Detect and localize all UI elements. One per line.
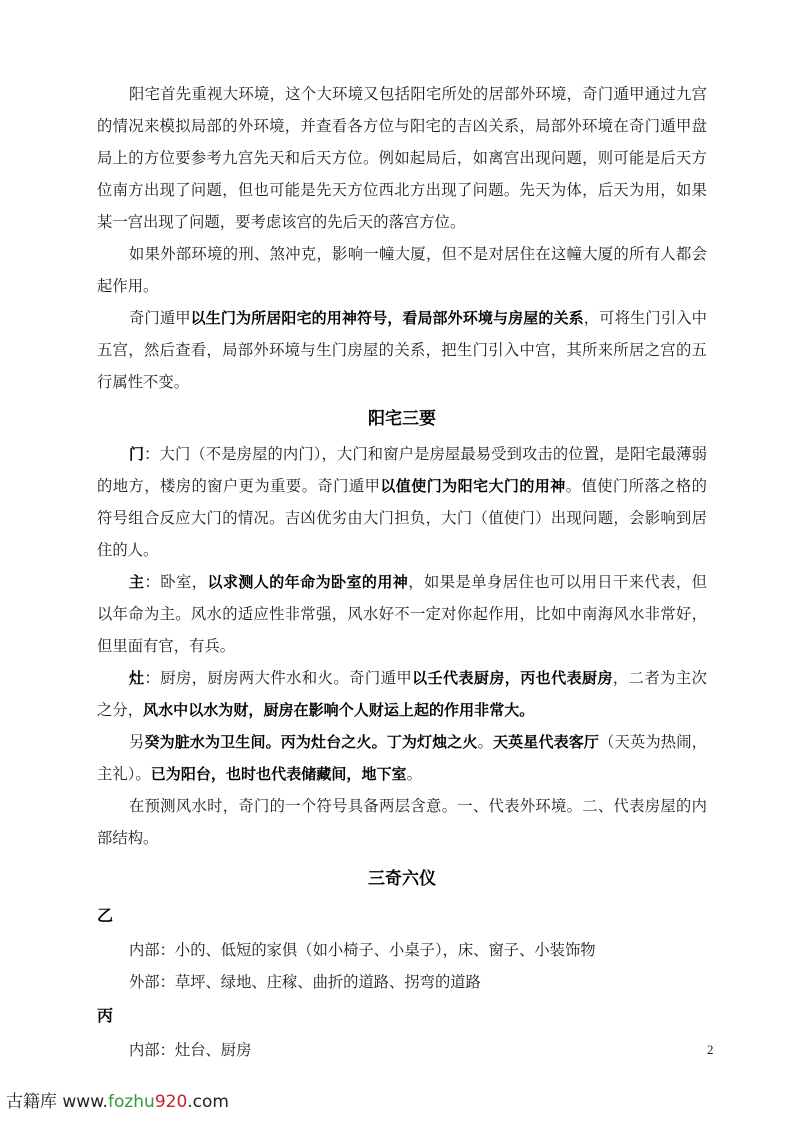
text-run: 。 [477, 733, 494, 751]
paragraph-building: 如果外部环境的刑、煞冲克，影响一幢大厦，但不是对居住在这幢大厦的所有人都会起作用。 [97, 245, 707, 295]
document-page [97, 78, 707, 1066]
term-label: 门 [129, 445, 145, 463]
stem-label: 乙 [97, 906, 114, 925]
bold-run: 以生门为所居阳宅的用神符号，看局部外环境与房屋的关系 [190, 309, 584, 327]
bold-run: 以壬代表厨房，丙也代表厨房 [412, 669, 613, 687]
paragraph-men [97, 438, 707, 566]
stem-item-bing [97, 998, 707, 1066]
text-run: ，可将生门引入中五宫，然后查看，局部外环境与生门房屋的关系，把生门引入中宫，其所来所居之宫的五行属性不变。 [97, 309, 708, 391]
text-run: ：大门（不是房屋的内门），大门和窗户是房屋最易受到攻击的位置，是阳宅最薄弱的地方，楼房的窗户更为重要。奇门遁甲 [97, 445, 707, 495]
paragraph-zhu [97, 566, 707, 662]
paragraph-yuce: 在预测风水时，奇门的一个符号具备两层含意。一、代表外环境。二、代表房屋的内部结构。 [97, 797, 707, 847]
stem-item-yi [97, 898, 707, 998]
text-run: ，如果是单身居住也可以用日干来代表，但以年命为主。风水的适应性非常强，风水好不一定对你起作用，比如中南海风水非常好，但里面有官，有兵。 [97, 573, 708, 655]
bold-run: 风水中以水为财，厨房在影响个人财运上起的作用非常大。 [143, 701, 535, 719]
watermark-red: 920 [154, 1092, 188, 1112]
section-title-sanqi: 三奇六仪 [368, 869, 436, 889]
watermark-green: fozhu [107, 1092, 155, 1112]
text-run: 。 [406, 765, 422, 783]
stem-line: 外部：草坪、绿地、庄稼、曲折的道路、拐弯的道路 [129, 973, 481, 991]
term-label: 灶 [129, 669, 145, 687]
text-run: ：厨房，厨房两大件水和火。奇门遁甲 [144, 669, 413, 687]
stem-label: 丙 [97, 1006, 114, 1025]
bold-run: 天英星代表客厅 [493, 733, 600, 751]
watermark-logo [6, 1087, 229, 1112]
term-label: 主 [129, 573, 145, 591]
paragraph-environment: 阳宅首先重视大环境，这个大环境又包括阳宅所处的居部外环境，奇门遁甲通过九宫的情况来模拟局部的外环境，并查看各方位与阳宅的吉凶关系，局部外环境在奇门遁甲盘局上的方位要参考九宫先天和后天方位。例如起局后，如离宫出现问题，则可能是后天方位南方出现了问题，但也可能是先天方位西北方出现了问题。先天为体，后天为用，如果某一宫出现了问题，要考虑该宫的先后天的落宫方位。 [97, 85, 707, 231]
paragraph-ling [97, 726, 707, 790]
text-run: ，二者为主次之分， [97, 669, 707, 719]
bold-run: 以值使门为阳宅大门的用神 [380, 477, 566, 495]
page-number: 2 [707, 1042, 714, 1057]
bold-run: 以求测人的年命为卧室的用神 [207, 573, 409, 591]
text-run: ：卧室， [144, 573, 208, 591]
stem-line: 内部：灶台、厨房 [129, 1041, 252, 1059]
watermark-prefix: 古籍库 www. [6, 1092, 108, 1112]
paragraph-shengmen [97, 302, 707, 398]
text-run: （天英为热闹，主礼）。 [97, 733, 707, 783]
stem-line: 内部：小的、低短的家俱（如小椅子、小桌子），床、窗子、小装饰物 [129, 941, 596, 959]
bold-run: 已为阳台，也时也代表储藏间，地下室 [150, 765, 407, 783]
text-run: 另 [129, 733, 145, 751]
section-title-yangzhai: 阳宅三要 [368, 409, 436, 429]
text-run: 奇门遁甲 [129, 309, 191, 327]
text-run: 。值使门所落之格的符号组合反应大门的情况。吉凶优劣由大门担负，大门（值使门）出现问题，会影响到居住的人。 [97, 477, 707, 559]
paragraph-zao [97, 662, 707, 726]
watermark-suffix: .com [187, 1092, 229, 1112]
bold-run: 癸为脏水为卫生间。丙为灶台之火。丁为灯烛之火 [144, 733, 478, 751]
